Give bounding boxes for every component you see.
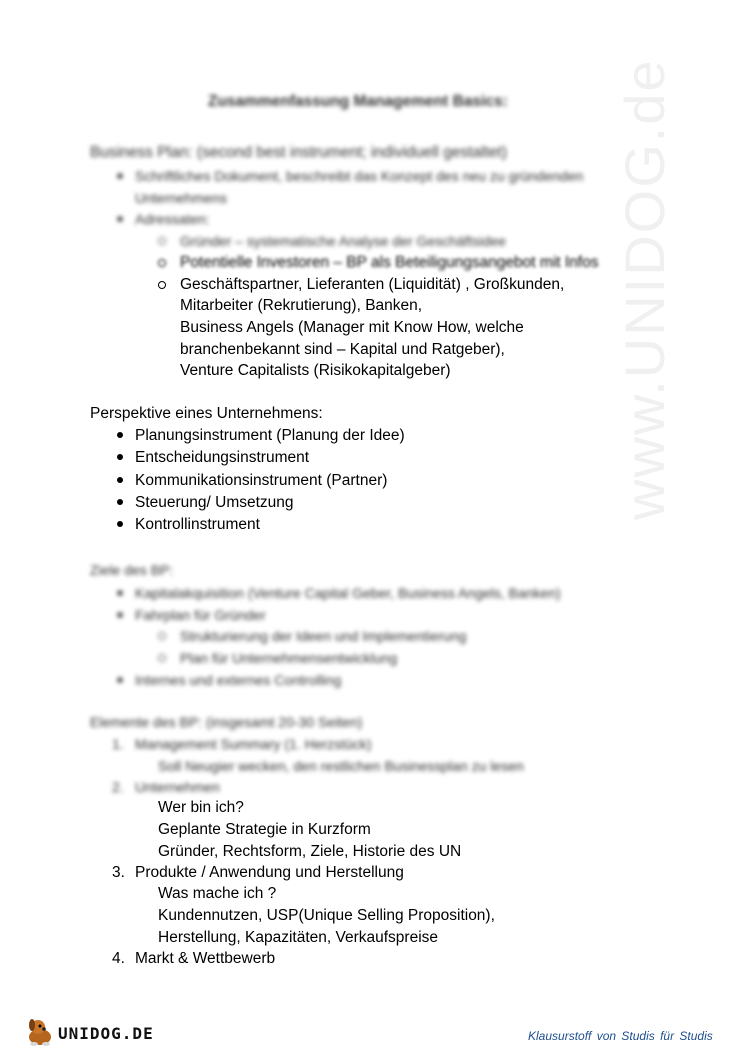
elemente-item1-sub: Soll Neugier wecken, den restlichen Businessplan zu lesen [158,758,524,774]
page-title: Zusammenfassung Management Basics: [208,93,508,110]
elemente-item1: Management Summary (1. Herzstück) [135,736,372,752]
elemente-item3-sub3: Herstellung, Kapazitäten, Verkaufspreise [158,929,439,946]
elemente-item2-sub1: Wer bin ich? [158,799,244,816]
ziele-sub2: Plan für Unternehmensentwicklung [180,650,398,666]
watermark [612,58,677,520]
business-plan-heading: Business Plan: (second best instrument; individuell gestaltet) [90,144,507,161]
ziele-sub1: Strukturierung der Ideen und Implementierung [180,628,467,644]
bp-bullet1-line1: Schriftliches Dokument, beschreibt das Konzept des neu zu gründenden [135,168,584,184]
circle-bullet-icon [158,632,166,640]
bp-sub3-line3: Business Angels (Manager mit Know How, welche [180,319,524,336]
bullet-icon [117,432,123,438]
bp-sub1: Gründer – systematische Analyse der Geschäftsidee [180,233,507,249]
watermark-text: www.UNIDOG.de [613,58,676,520]
bp-bullet1-line2: Unternehmens [135,190,227,206]
elemente-number: 1. [112,736,124,752]
bp-sub3-line4: branchenbekannt sind – Kapital und Ratgeber), [180,341,505,358]
elemente-item4: Markt & Wettbewerb [135,950,276,967]
perspektive-item: Steuerung/ Umsetzung [135,494,294,511]
ziele-item2: Fahrplan für Gründer [135,607,266,623]
circle-bullet-icon [158,259,166,267]
bullet-icon [117,454,123,460]
elemente-item3-sub2: Kundennutzen, USP(Unique Selling Proposition), [158,907,495,924]
perspektive-item: Kommunikationsinstrument (Partner) [135,472,388,489]
unidog-logo[interactable] [24,1017,154,1052]
bullet-icon [117,612,123,618]
bullet-icon [117,173,123,179]
perspektive-heading: Perspektive eines Unternehmens: [90,405,323,422]
footer-tagline: Klausurstoff von Studis für Studis [528,1029,713,1043]
circle-bullet-icon [158,281,166,289]
elemente-heading: Elemente des BP: (insgesamt 20-30 Seiten) [90,714,363,730]
elemente-item3-sub1: Was mache ich ? [158,885,277,902]
bp-sub3-line1: Geschäftspartner, Lieferanten (Liquidität) , Großkunden, [180,276,565,293]
elemente-item2-sub2: Geplante Strategie in Kurzform [158,821,371,838]
circle-bullet-icon [158,237,166,245]
elemente-item2-sub3: Gründer, Rechtsform, Ziele, Historie des UN [158,843,462,860]
ziele-heading: Ziele des BP: [90,562,174,578]
bp-sub3-line2: Mitarbeiter (Rekrutierung), Banken, [180,297,423,314]
elemente-number: 4. [112,950,125,967]
bp-sub3-line5: Venture Capitalists (Risikokapitalgeber) [180,362,451,379]
logo-text: UNIDOG.DE [58,1024,154,1043]
dog-icon [24,1017,56,1047]
bullet-icon [117,477,123,483]
ziele-item1: Kapitalakquisition (Venture Capital Geber, Business Angels, Banken) [135,585,561,601]
perspektive-item: Planungsinstrument (Planung der Idee) [135,427,405,444]
elemente-number: 3. [112,864,125,881]
bullet-icon [117,499,123,505]
elemente-item2: Unternehmen [135,779,220,795]
bullet-icon [117,521,123,527]
ziele-item3: Internes und externes Controlling [135,672,342,688]
bullet-icon [117,216,123,222]
bp-sub2: Potentielle Investoren – BP als Beteiligungsangebot mit Infos [180,254,599,271]
bp-bullet2: Adressaten: [135,211,210,227]
perspektive-item: Kontrollinstrument [135,516,260,533]
elemente-item3: Produkte / Anwendung und Herstellung [135,864,404,881]
perspektive-item: Entscheidungsinstrument [135,449,310,466]
elemente-number: 2. [112,779,124,795]
bullet-icon [117,590,123,596]
circle-bullet-icon [158,654,166,662]
bullet-icon [117,677,123,683]
